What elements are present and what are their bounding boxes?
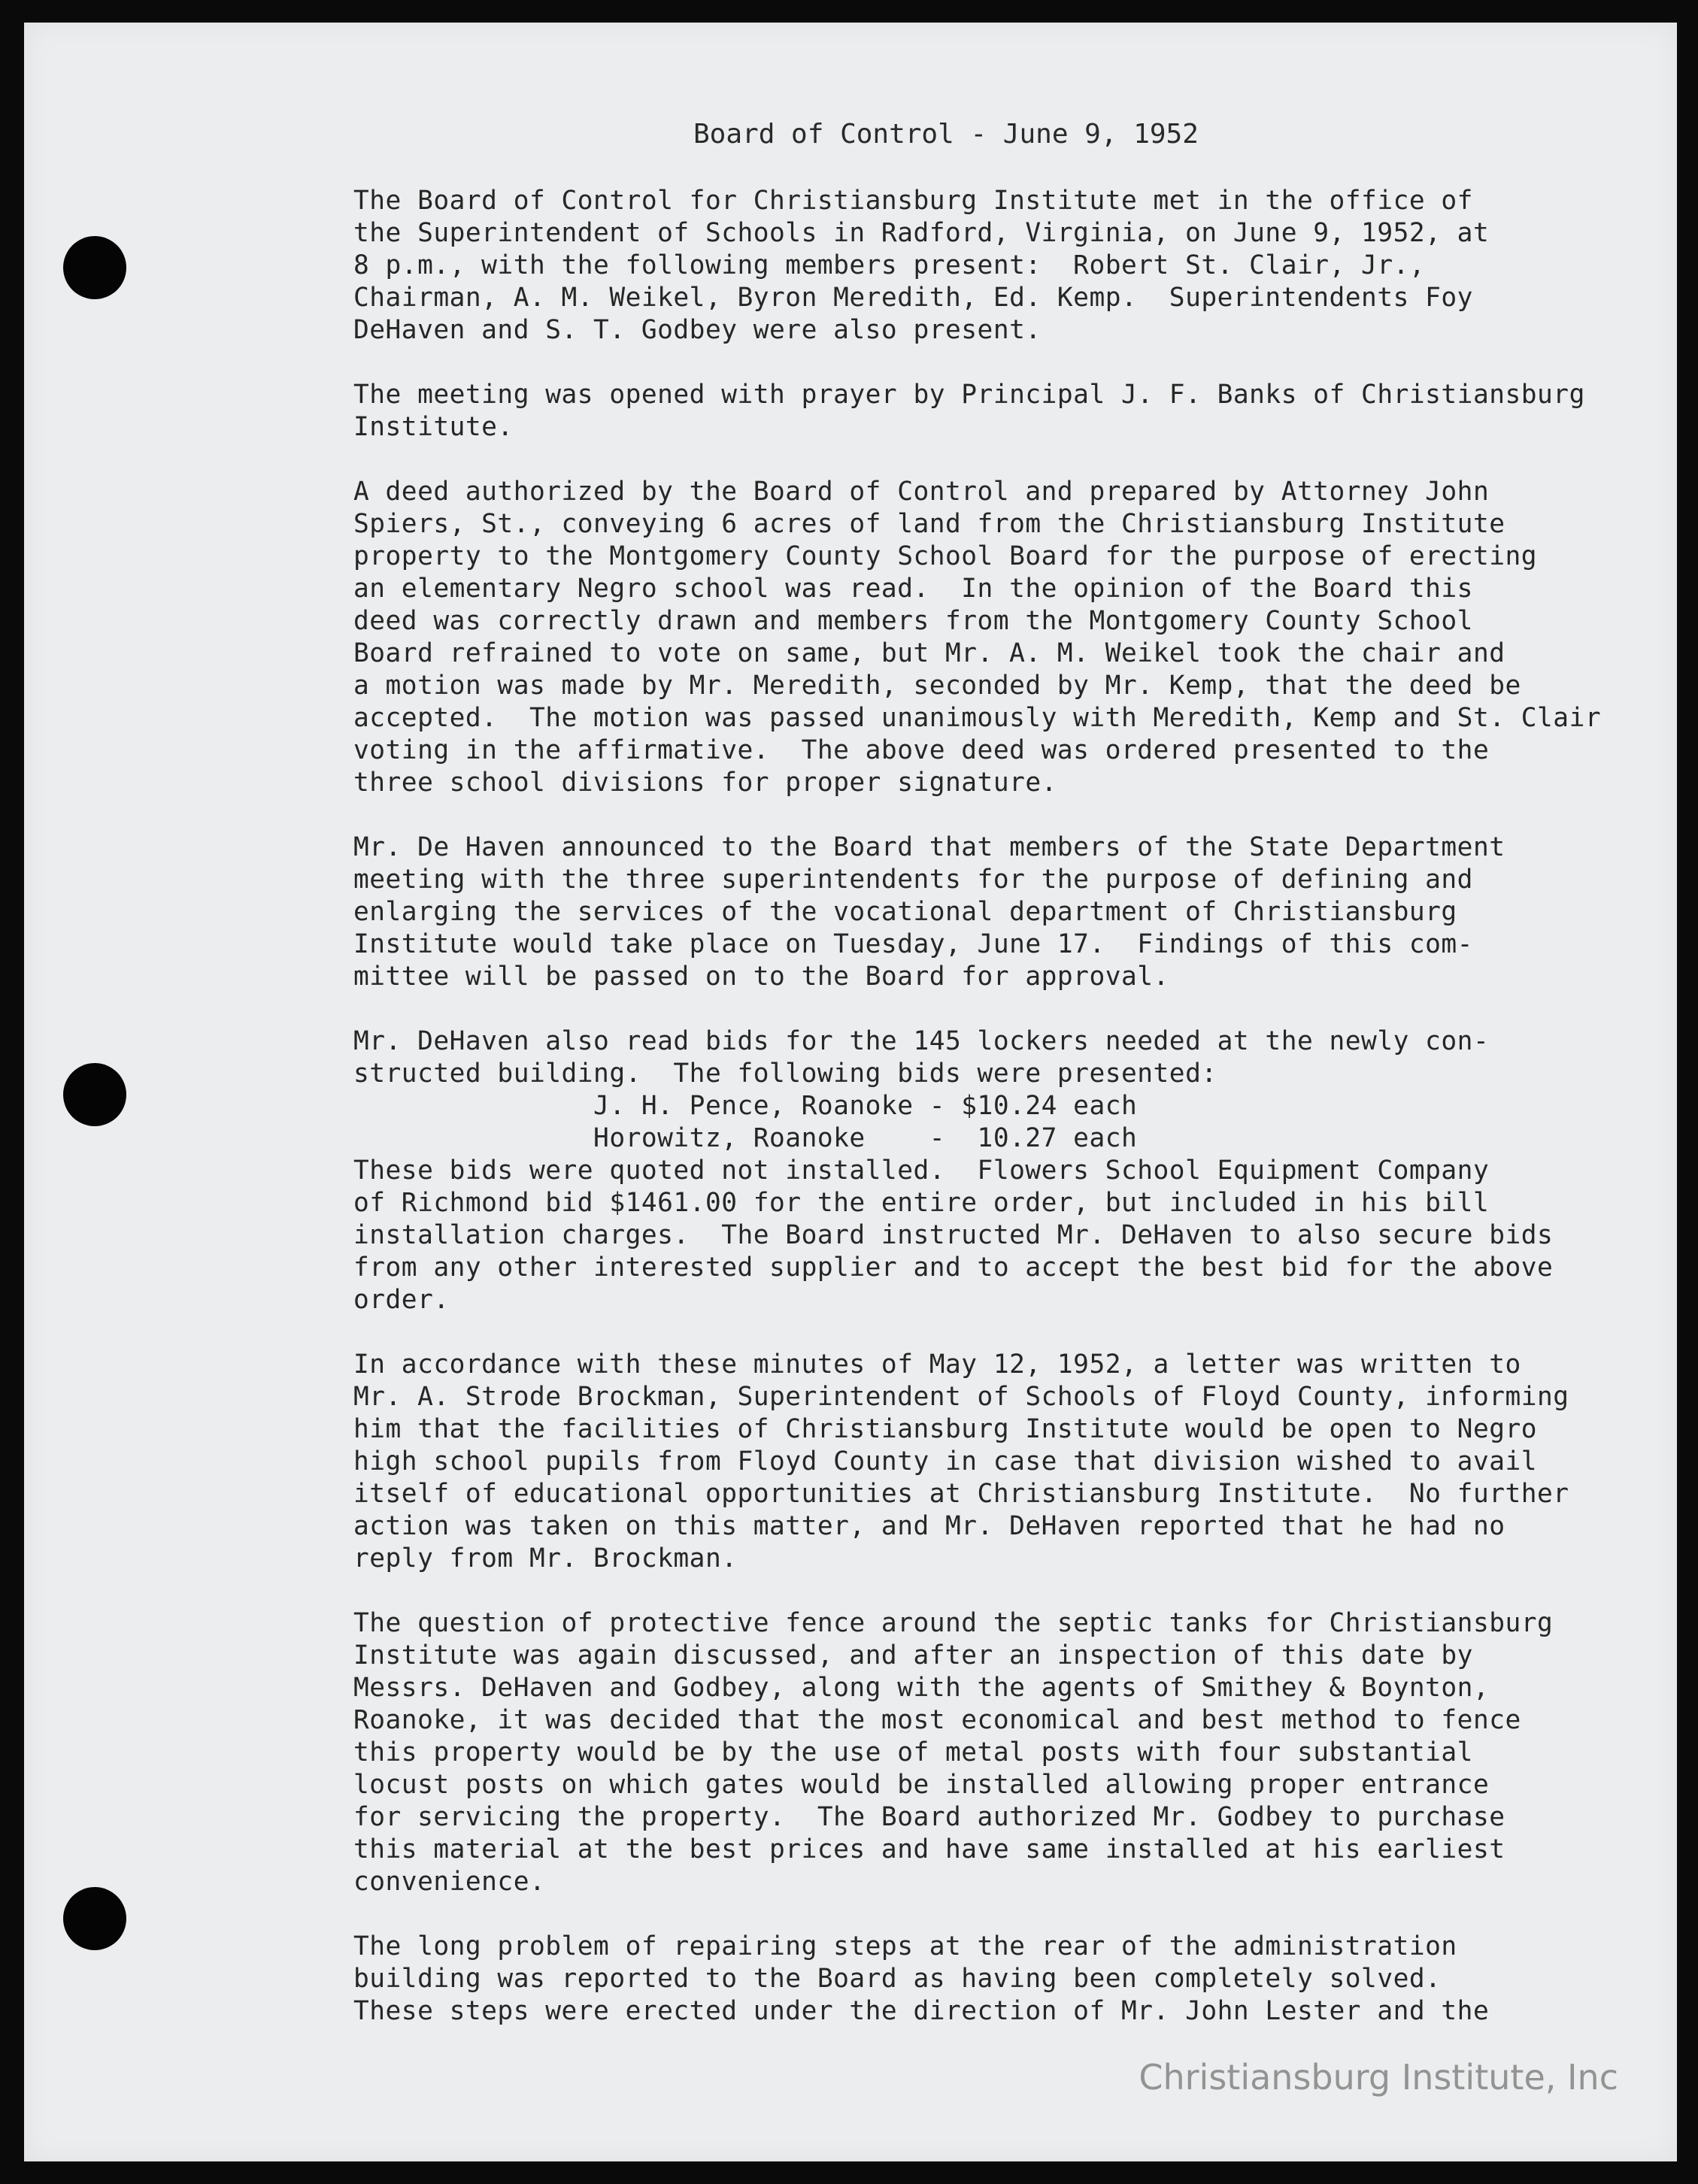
- text-line: The meeting was opened with prayer by Principal J. F. Banks of Christiansburg: [353, 380, 1585, 410]
- text-line: Mr. De Haven announced to the Board that members of the State Department: [353, 832, 1505, 862]
- text-line: Roanoke, it was decided that the most economical and best method to fence: [353, 1705, 1521, 1735]
- text-line: for servicing the property. The Board authorized Mr. Godbey to purchase: [353, 1802, 1505, 1832]
- text-line: accepted. The motion was passed unanimously with Meredith, Kemp and St. Clair: [353, 703, 1602, 733]
- page-title: Board of Control - June 9, 1952: [693, 119, 1199, 150]
- text-line: property to the Montgomery County School Board for the purpose of erecting: [353, 541, 1538, 571]
- text-line: the Superintendent of Schools in Radford, Virginia, on June 9, 1952, at: [353, 218, 1490, 248]
- punch-hole-middle: [63, 1063, 126, 1126]
- text-line: action was taken on this matter, and Mr. DeHaven reported that he had no: [353, 1511, 1505, 1541]
- text-line: him that the facilities of Christiansburg Institute would be open to Negro: [353, 1414, 1538, 1444]
- text-line: this property would be by the use of metal posts with four substantial: [353, 1737, 1473, 1767]
- punch-hole-top: [63, 236, 126, 299]
- text-line: Spiers, St., conveying 6 acres of land from the Christiansburg Institute: [353, 509, 1505, 539]
- text-line: These bids were quoted not installed. Flowers School Equipment Company: [353, 1156, 1490, 1186]
- text-line: Mr. DeHaven also read bids for the 145 lockers needed at the newly con-: [353, 1026, 1490, 1056]
- text-line: of Richmond bid $1461.00 for the entire order, but included in his bill: [353, 1188, 1490, 1218]
- text-line: Institute was again discussed, and after an inspection of this date by: [353, 1640, 1473, 1671]
- text-line: order.: [353, 1285, 450, 1315]
- paragraph: [353, 1349, 1632, 1575]
- paragraph: [353, 1607, 1632, 1898]
- paragraph: [353, 831, 1632, 993]
- text-line: this material at the best prices and have same installed at his earliest: [353, 1834, 1505, 1864]
- text-line: Institute.: [353, 412, 514, 442]
- text-line: Chairman, A. M. Weikel, Byron Meredith, Ed. Kemp. Superintendents Foy: [353, 283, 1473, 313]
- minutes-body: [353, 185, 1632, 2060]
- text-line: The long problem of repairing steps at the rear of the administration: [353, 1931, 1457, 1961]
- text-line: from any other interested supplier and to accept the best bid for the above: [353, 1253, 1554, 1283]
- text-line: Messrs. DeHaven and Godbey, along with the agents of Smithey & Boynton,: [353, 1673, 1490, 1703]
- text-line: voting in the affirmative. The above deed was ordered presented to the: [353, 735, 1490, 765]
- paragraph: [353, 1025, 1632, 1316]
- text-line: J. H. Pence, Roanoke - $10.24 each: [353, 1091, 1138, 1121]
- text-line: enlarging the services of the vocational department of Christiansburg: [353, 897, 1457, 927]
- text-line: Mr. A. Strode Brockman, Superintendent of Schools of Floyd County, informing: [353, 1382, 1569, 1412]
- text-line: itself of educational opportunities at Christiansburg Institute. No further: [353, 1479, 1569, 1509]
- paragraph: [353, 379, 1632, 444]
- text-line: locust posts on which gates would be installed allowing proper entrance: [353, 1770, 1490, 1800]
- text-line: installation charges. The Board instructed Mr. DeHaven to also secure bids: [353, 1220, 1554, 1250]
- punch-hole-bottom: [63, 1887, 126, 1950]
- text-line: building was reported to the Board as having been completely solved.: [353, 1964, 1442, 1994]
- text-line: convenience.: [353, 1867, 546, 1897]
- text-line: These steps were erected under the direction of Mr. John Lester and the: [353, 1996, 1490, 2026]
- text-line: The question of protective fence around the septic tanks for Christiansburg: [353, 1608, 1554, 1638]
- text-line: structed building. The following bids were presented:: [353, 1059, 1217, 1089]
- text-line: DeHaven and S. T. Godbey were also present.: [353, 315, 1042, 345]
- text-line: A deed authorized by the Board of Control and prepared by Attorney John: [353, 477, 1490, 507]
- paragraph: [353, 476, 1632, 799]
- text-line: 8 p.m., with the following members present: Robert St. Clair, Jr.,: [353, 250, 1426, 280]
- text-line: Horowitz, Roanoke - 10.27 each: [353, 1123, 1138, 1153]
- text-line: Institute would take place on Tuesday, June 17. Findings of this com-: [353, 929, 1473, 959]
- text-line: three school divisions for proper signature.: [353, 768, 1057, 798]
- text-line: meeting with the three superintendents for the purpose of defining and: [353, 865, 1473, 895]
- text-line: The Board of Control for Christiansburg Institute met in the office of: [353, 186, 1473, 216]
- paragraph: [353, 1931, 1632, 2028]
- text-line: reply from Mr. Brockman.: [353, 1543, 738, 1574]
- text-line: high school pupils from Floyd County in case that division wished to avail: [353, 1446, 1538, 1477]
- text-line: a motion was made by Mr. Meredith, seconded by Mr. Kemp, that the deed be: [353, 671, 1521, 701]
- text-line: mittee will be passed on to the Board for approval.: [353, 962, 1169, 992]
- paragraph: [353, 185, 1632, 347]
- text-line: deed was correctly drawn and members from the Montgomery County School: [353, 606, 1473, 636]
- text-line: In accordance with these minutes of May 12, 1952, a letter was written to: [353, 1349, 1521, 1380]
- text-line: an elementary Negro school was read. In the opinion of the Board this: [353, 574, 1473, 604]
- text-line: Board refrained to vote on same, but Mr. A. M. Weikel took the chair and: [353, 638, 1505, 668]
- watermark: Christiansburg Institute, Inc: [1139, 2057, 1618, 2098]
